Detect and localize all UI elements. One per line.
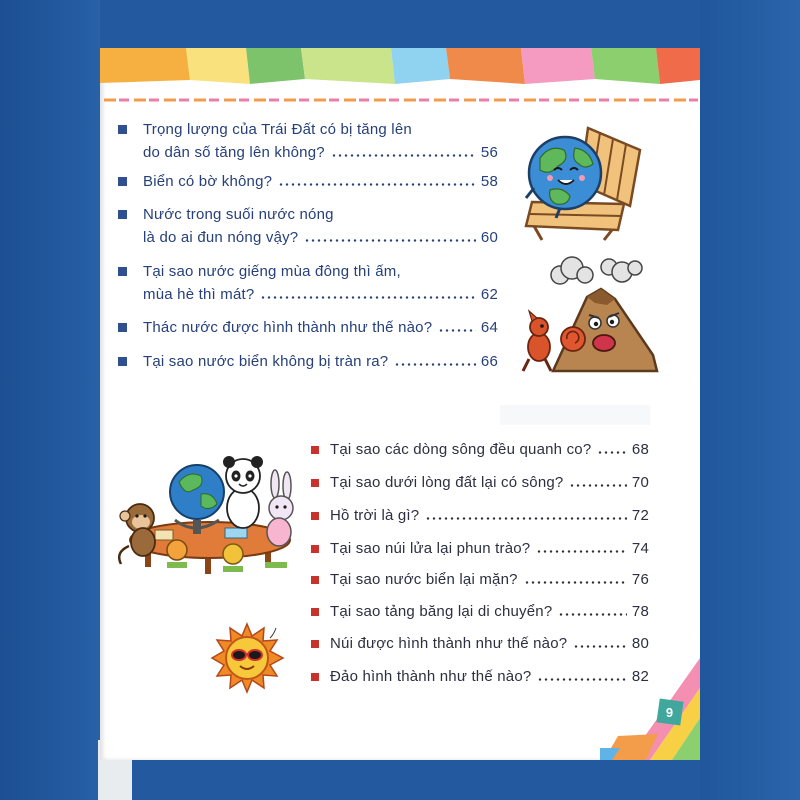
square-bullet-icon (118, 125, 127, 134)
toc-page-number: 64 (480, 319, 498, 336)
volcano-with-squirrel-icon (515, 255, 660, 375)
toc-entry-title: Trọng lượng của Trái Đất có bị tăng lên (143, 121, 412, 138)
toc-page-number: 70 (631, 474, 649, 491)
toc-entry-title: là do ai đun nóng vậy? (143, 229, 299, 246)
toc-entry-title: do dân số tăng lên không? (143, 144, 325, 161)
animals-around-globe-table-icon (115, 450, 300, 580)
square-bullet-icon (311, 640, 319, 648)
toc-entry-title: Đảo hình thành như thế nào? (330, 668, 532, 685)
square-bullet-icon (311, 545, 319, 553)
toc-page-number: 76 (631, 571, 649, 588)
square-bullet-icon (311, 576, 319, 584)
toc-entry-title: Hồ trời là gì? (330, 507, 420, 524)
book-page (100, 48, 700, 760)
page-number-badge (656, 698, 683, 725)
toc-entry (311, 665, 649, 688)
square-bullet-icon (311, 608, 319, 616)
square-bullet-icon (311, 479, 319, 487)
toc-entry-title: Tại sao núi lửa lại phun trào? (330, 540, 531, 557)
toc-entry (311, 537, 649, 560)
toc-entry (311, 568, 649, 591)
square-bullet-icon (118, 267, 127, 276)
dot-leader (260, 296, 476, 299)
dot-leader (278, 183, 476, 186)
toc-entry-title: Tại sao các dòng sông đều quanh co? (330, 441, 592, 458)
toc-page-number: 60 (480, 229, 498, 246)
toc-page-number: 66 (480, 353, 498, 370)
dot-leader (569, 484, 626, 487)
dot-leader (331, 154, 476, 157)
square-bullet-icon (118, 210, 127, 219)
dot-leader (597, 451, 627, 454)
square-bullet-icon (311, 512, 319, 520)
dot-leader (558, 613, 627, 616)
toc-page-number: 80 (631, 635, 649, 652)
toc-entry-title: Tại sao nước giếng mùa đông thì ấm, (143, 263, 401, 280)
toc-entry-title: Biển có bờ không? (143, 173, 273, 190)
dot-leader (438, 329, 476, 332)
toc-entry (311, 504, 649, 527)
toc-entry (311, 632, 649, 655)
toc-entry-title: Nước trong suối nước nóng (143, 206, 334, 223)
toc-entry-title: Tại sao dưới lòng đất lại có sông? (330, 474, 564, 491)
toc-entry (311, 438, 649, 461)
square-bullet-icon (311, 673, 319, 681)
toc-entry (118, 350, 498, 373)
toc-page-number: 82 (631, 668, 649, 685)
toc-page-number: 72 (631, 507, 649, 524)
toc-entry-title: Tại sao nước biển không bị tràn ra? (143, 353, 389, 370)
bleed-through-shadow (500, 405, 650, 425)
sun-with-sunglasses-icon (210, 622, 285, 694)
globe-on-deck-chair-icon (520, 118, 645, 243)
corner-color-stripes (600, 648, 700, 760)
dot-leader (394, 363, 476, 366)
toc-entry (118, 260, 498, 306)
toc-entry-title: Tại sao tảng băng lại di chuyển? (330, 603, 553, 620)
toc-entry (118, 203, 498, 249)
toc-entry-title: Núi được hình thành như thế nào? (330, 635, 568, 652)
dot-leader (536, 550, 627, 553)
blue-cover-right (700, 0, 800, 800)
dot-leader (425, 517, 627, 520)
square-bullet-icon (118, 357, 127, 366)
top-color-band (100, 48, 700, 108)
dot-leader (304, 239, 476, 242)
toc-entry (118, 316, 498, 339)
toc-entry-title: Thác nước được hình thành như thế nào? (143, 319, 433, 336)
toc-page-number: 78 (631, 603, 649, 620)
toc-entry (311, 600, 649, 623)
toc-entry (311, 471, 649, 494)
toc-entry-title: Tại sao nước biển lại mặn? (330, 571, 518, 588)
square-bullet-icon (118, 177, 127, 186)
toc-entry (118, 170, 498, 193)
blue-cover-left (0, 0, 100, 800)
toc-entry (118, 118, 498, 164)
toc-page-number: 56 (480, 144, 498, 161)
toc-page-number: 68 (631, 441, 649, 458)
square-bullet-icon (118, 323, 127, 332)
dot-leader (524, 581, 627, 584)
page-number: 9 (666, 704, 674, 720)
toc-page-number: 62 (480, 286, 498, 303)
square-bullet-icon (311, 446, 319, 454)
toc-page-number: 58 (480, 173, 498, 190)
toc-entry-title: mùa hè thì mát? (143, 286, 255, 303)
toc-page-number: 74 (631, 540, 649, 557)
